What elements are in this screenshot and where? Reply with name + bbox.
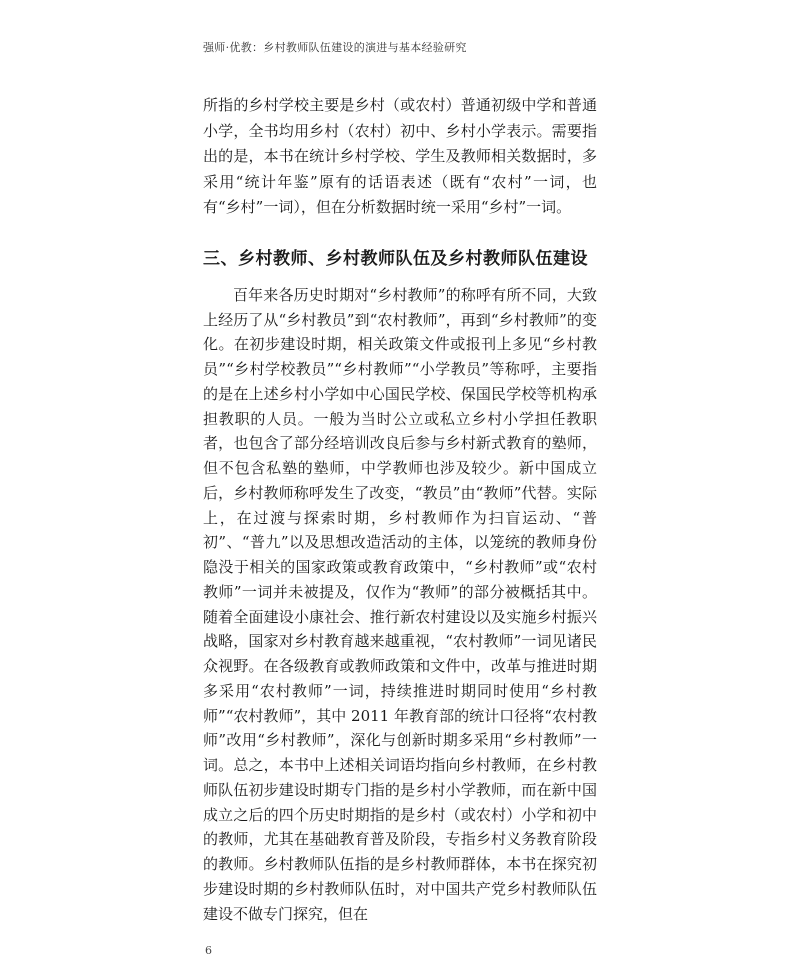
- paragraph-body: 百年来各历史时期对“乡村教师”的称呼有所不同，大致上经历了从“乡村教员”到“农村教师”，再到“乡村教师”的变化。在初步建设时期，相关政策文件或报刊上多见“乡村教员”“乡村学校教员”“乡村教师”“小学教员”等称呼，主要指的是在上述乡村小学如中心国民学校、保国民学校等机构承担教职的人员。一般为当时公立或私立乡村小学担任教职者，也包含了部分经培训改良后参与乡村新式教育的塾师，但不包含私塾的塾师，中学教师也涉及较少。新中国成立后，乡村教师称呼发生了改变，“教员”由“教师”代替。实际上，在过渡与探索时期，乡村教师作为扫盲运动、“普初”、“普九”以及思想改造活动的主体，以笼统的教师身份隐没于相关的国家政策或教育政策中，“乡村教师”或“农村教师”一词并未被提及，仅作为“教师”的部分被概括其中。随着全面建设小康社会、推行新农村建设以及实施乡村振兴战略，国家对乡村教育越来越重视，“农村教师”一词见诸民众视野。在各级教育或教师政策和文件中，改革与推进时期多采用“农村教师”一词，持续推进时期同时使用“乡村教师”“农村教师”，其中 2011 年教育部的统计口径将“农村教师”改用“乡村教师”，深化与创新时期多采用“乡村教师”一词。总之，本书中上述相关词语均指向乡村教师，在乡村教师队伍初步建设时期专门指的是乡村小学教师，而在新中国成立之后的四个历史时期指的是乡村（或农村）小学和初中的教师，尤其在基础教育普及阶段，专指乡村义务教育阶段的教师。乡村教师队伍指的是乡村教师群体，本书在探究初步建设时期的乡村教师队伍时，对中国共产党乡村教师队伍建设不做专门探究，但在: [203, 285, 597, 923]
- page-number: 6: [205, 944, 212, 958]
- running-head: 强师·优教：乡村教师队伍建设的演进与基本经验研究: [203, 41, 467, 54]
- book-page: [203, 0, 597, 978]
- section-heading: 三、乡村教师、乡村教师队伍及乡村教师队伍建设: [203, 248, 588, 269]
- paragraph-continued: 所指的乡村学校主要是乡村（或农村）普通初级中学和普通小学，全书均用乡村（农村）初中、乡村小学表示。需要指出的是，本书在统计乡村学校、学生及教师相关数据时，多采用“统计年鉴”原有的话语表述（既有“农村”一词，也有“乡村”一词），但在分析数据时统一采用“乡村”一词。: [203, 96, 597, 217]
